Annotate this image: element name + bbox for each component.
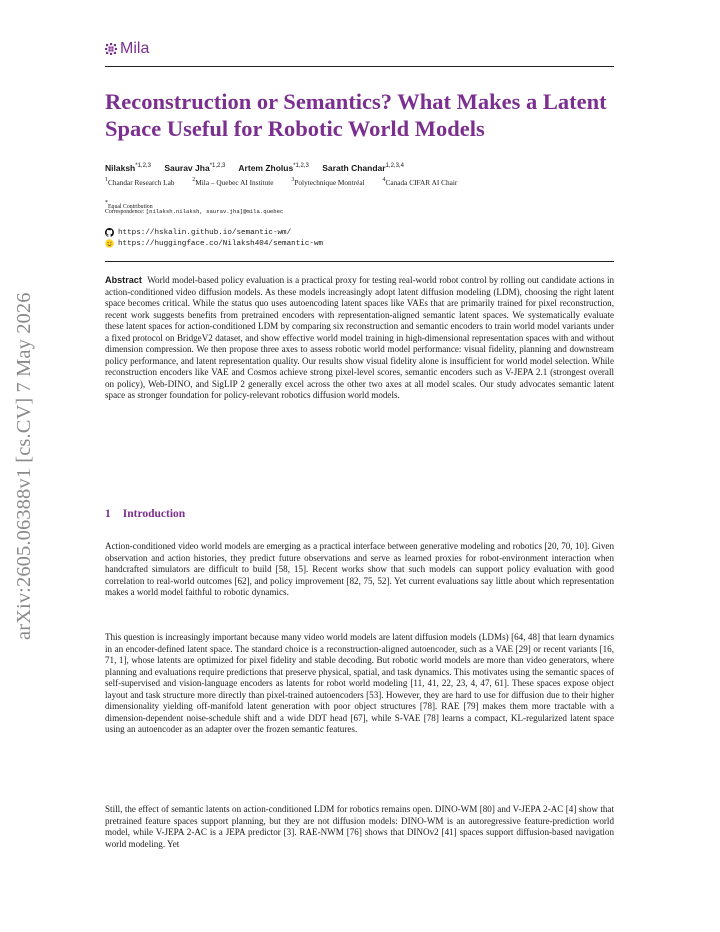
abstract-text: World model-based policy evaluation is a practical proxy for testing real-world robot control by rolling out candidate actions in action-conditioned video diffusion models. As these models increasingly adopt latent diffusion modeling (LDM), choosing the right latent space becomes critical. While the status quo uses autoencoding latent spaces like VAEs that are primarily trained for pixel reconstruction, recent work suggests benefits from pretrained encoders with representation-aligned semantic latent spaces. We systematically evaluate these latent spaces for action-conditioned LDM by comparing six reconstruction and semantic encoders to train world model variants under a fixed protocol on BridgeV2 dataset, and show effective world model training in high-dimensional representation spaces with and without dimension compression. We then propose three axes to assess robotic world model performance: visual fidelity, planning and downstream policy performance, and latent representation quality. Our results show visual fidelity alone is insufficient for world model selection. While reconstruction encoders like VAE and Cosmos achieve strong pixel-level scores, semantic encoders such as V-JEPA 2.1 (strongest overall on policy), Web-DINO, and SigLIP 2 generally excel across the other two axes at all model scales. Our study advocates semantic latent space as stronger foundation for policy-relevant robotics diffusion world models. — [105, 275, 615, 400]
abstract-label: Abstract — [105, 275, 142, 285]
equal-contribution-note: *Equal Contribution — [105, 200, 153, 210]
author: Saurav Jha$^{*1,2,3}$ — [164, 163, 226, 173]
huggingface-icon — [105, 239, 114, 248]
author: Nilaksh$^{*1,2,3}$ — [105, 163, 151, 173]
paragraph: Action-conditioned video world models are emerging as a practical interface between generative modeling and robotics [20, 70, 10]. Given observation and action histories, they predict future observations and serve as learned proxies for robot-environment interaction when handcrafted simulators are difficult to build [58, 15]. Recent works show that such models can support policy evaluation with good correlation to real-world outcomes [62], and policy improvement [82, 75, 52]. Yet current evaluations say little about which representation makes a world model faithful to robotic dynamics. — [105, 541, 614, 598]
paper-title: Reconstruction or Semantics? What Makes a Latent Space Useful for Robotic World Models — [105, 89, 607, 141]
huggingface-url[interactable]: https://huggingface.co/Nilaksh404/semantic-wm — [118, 239, 324, 248]
abstract — [105, 275, 614, 402]
affiliation: $^3$Polytechnique Montréal — [291, 177, 365, 187]
huggingface-link[interactable] — [105, 239, 323, 248]
paragraph: This question is increasingly important because many video world models are latent diffusion models (LDMs) [64, 48] that learn dynamics in an encoder-defined latent space. The standard choice is a reconstruction-aligned autoencoder, such as a VAE [29] or recent variants [16, 71, 1], whose latents are optimized for pixel fidelity and stable decoding. But robotic world models are more than video generators, where planning and evaluations require predictions that preserve physical, spatial, and task dynamics. This motivates using the semantic spaces of self-supervised and vision-language encoders as latents for robot world modeling [11, 41, 22, 23, 4, 47, 61]. These spaces expose object layout and task structure more directly than pixel-trained autoencoders [53]. However, they are hard to use for diffusion due to their higher dimensionality yielding off-manifold latent generation with poor object structures [78]. RAE [79] makes them more tractable with a dimension-dependent noise-schedule shift and a wide DDT head [67], while S-VAE [78] learns a compact, KL-regularized latent space using an autoencoder as an adapter over the frozen semantic features. — [105, 632, 614, 735]
affiliation-list — [105, 177, 473, 187]
github-url[interactable]: https://hskalin.github.io/semantic-wm/ — [118, 228, 292, 237]
affiliation: $^4$Canada CIFAR AI Chair — [382, 177, 458, 187]
correspondence-note: Correspondence: [nilaksh.nilaksh, saurav.jha]@mila.quebec — [105, 208, 284, 215]
github-link[interactable] — [105, 228, 291, 237]
abstract-rule — [105, 261, 614, 262]
header-rule — [105, 66, 614, 67]
author: Artem Zholus$^{*1,2,3}$ — [238, 163, 309, 173]
logo-text: Mila — [120, 40, 150, 57]
affiliation: $^2$Mila – Quebec AI Institute — [192, 177, 274, 187]
author: Sarath Chandar$^{1,2,3,4}$ — [322, 163, 404, 173]
paragraph: Still, the effect of semantic latents on action-conditioned LDM for robotics remains open. DINO-WM [80] and V-JEPA 2-AC [4] show that pretrained feature spaces support planning, but they are not diffusion models: DINO-WM is an autoregressive feature-prediction world model, while V-JEPA 2-AC is a JEPA predictor [3]. RAE-NWM [76] shows that DINOv2 [41] spaces support diffusion-based navigation world modeling. Yet — [105, 804, 614, 849]
affiliation: $^1$Chandar Research Lab — [105, 177, 175, 187]
author-list — [105, 163, 415, 173]
github-icon — [105, 228, 114, 237]
arxiv-watermark: arXiv:2605.06388v1 [cs.CV] 7 May 2026 — [13, 292, 35, 640]
mila-logo-icon — [105, 43, 117, 55]
mila-logo — [105, 40, 149, 58]
section-heading-introduction: 1 Introduction — [105, 508, 186, 520]
